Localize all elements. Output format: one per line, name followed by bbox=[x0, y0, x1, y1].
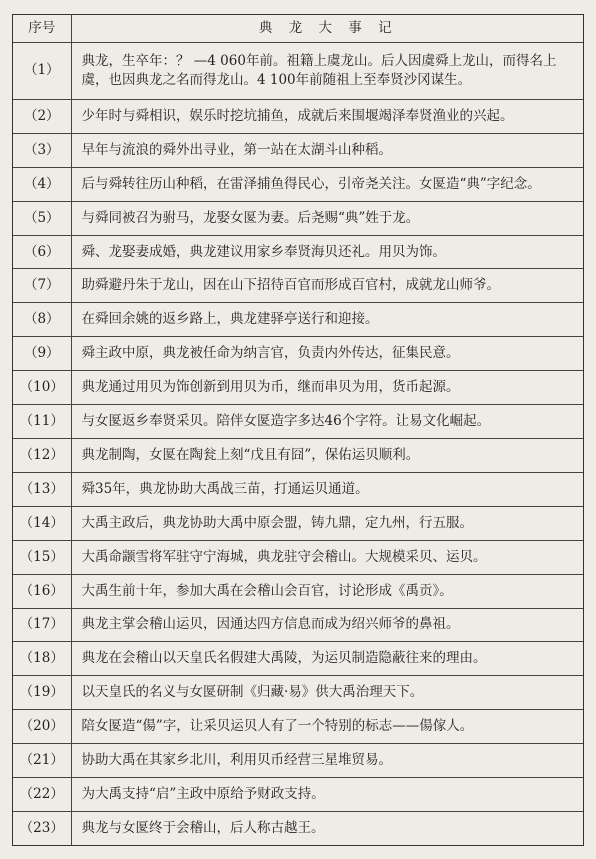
row-event-text: 与女匽返乡奉贤采贝。陪伴女匽造字多达46个字符。让易文化崛起。 bbox=[71, 405, 583, 439]
row-event-text: 协助大禹在其家乡北川，利用贝币经营三星堆贸易。 bbox=[71, 744, 583, 778]
header-title: 典 龙 大 事 记 bbox=[71, 15, 583, 43]
row-event-text: 舜35年，典龙协助大禹战三苗，打通运贝通道。 bbox=[71, 472, 583, 506]
row-number: （14） bbox=[13, 506, 71, 540]
row-event-text: 典龙主掌会稽山运贝，因通达四方信息而成为绍兴师爷的鼻祖。 bbox=[71, 608, 583, 642]
row-number: （7） bbox=[13, 269, 71, 303]
row-number: （20） bbox=[13, 710, 71, 744]
table-row bbox=[13, 235, 583, 269]
row-number: （19） bbox=[13, 676, 71, 710]
row-number: （3） bbox=[13, 133, 71, 167]
table-row bbox=[13, 710, 583, 744]
table-row bbox=[13, 608, 583, 642]
row-event-text: 陪女匽造“偒”字，让采贝运贝人有了一个特别的标志——偒傢人。 bbox=[71, 710, 583, 744]
row-event-text: 典龙，生卒年：？ —4 060年前。祖籍上虞龙山。后人因虞舜上龙山，而得名上虞，也因典龙之名而得龙山。4 100年前随祖上至奉贤沙冈谋生。 bbox=[71, 43, 583, 100]
row-event-text: 少年时与舜相识，娱乐时挖坑捕鱼，成就后来围堰竭泽奉贤渔业的兴起。 bbox=[71, 99, 583, 133]
table-row bbox=[13, 133, 583, 167]
row-number: （1） bbox=[13, 43, 71, 100]
row-event-text: 典龙通过用贝为饰创新到用贝为币，继而串贝为用，货币起源。 bbox=[71, 371, 583, 405]
table-row bbox=[13, 43, 583, 100]
row-number: （11） bbox=[13, 405, 71, 439]
row-event-text: 为大禹支持“启”主政中原给予财政支持。 bbox=[71, 778, 583, 812]
row-event-text: 大禹命颛雪将军驻守宁海城，典龙驻守会稽山。大规模采贝、运贝。 bbox=[71, 540, 583, 574]
table-row bbox=[13, 642, 583, 676]
table-row bbox=[13, 371, 583, 405]
table-row bbox=[13, 438, 583, 472]
row-number: （10） bbox=[13, 371, 71, 405]
row-number: （9） bbox=[13, 337, 71, 371]
row-number: （22） bbox=[13, 778, 71, 812]
row-number: （15） bbox=[13, 540, 71, 574]
row-number: （2） bbox=[13, 99, 71, 133]
row-number: （4） bbox=[13, 167, 71, 201]
chronicle-table-frame bbox=[12, 14, 584, 846]
row-event-text: 舜、龙娶妻成婚，典龙建议用家乡奉贤海贝还礼。用贝为饰。 bbox=[71, 235, 583, 269]
row-event-text: 早年与流浪的舜外出寻业，第一站在太湖斗山种稻。 bbox=[71, 133, 583, 167]
table-row bbox=[13, 99, 583, 133]
table-row bbox=[13, 472, 583, 506]
header-num: 序号 bbox=[13, 15, 71, 43]
row-event-text: 舜主政中原，典龙被任命为纳言官，负责内外传达，征集民意。 bbox=[71, 337, 583, 371]
chronicle-table bbox=[13, 15, 583, 845]
table-row bbox=[13, 167, 583, 201]
row-event-text: 在舜回余姚的返乡路上，典龙建驿亭送行和迎接。 bbox=[71, 303, 583, 337]
row-event-text: 大禹生前十年，参加大禹在会稽山会百官，讨论形成《禹贡》。 bbox=[71, 574, 583, 608]
row-number: （21） bbox=[13, 744, 71, 778]
table-row bbox=[13, 574, 583, 608]
table-row bbox=[13, 269, 583, 303]
row-number: （23） bbox=[13, 811, 71, 845]
table-row bbox=[13, 506, 583, 540]
table-row bbox=[13, 676, 583, 710]
table-row bbox=[13, 405, 583, 439]
row-number: （5） bbox=[13, 201, 71, 235]
row-number: （13） bbox=[13, 472, 71, 506]
row-event-text: 典龙与女匽终于会稽山，后人称古越王。 bbox=[71, 811, 583, 845]
row-number: （12） bbox=[13, 438, 71, 472]
row-event-text: 典龙在会稽山以天皇氏名假建大禹陵，为运贝制造隐蔽往来的理由。 bbox=[71, 642, 583, 676]
table-header-row bbox=[13, 15, 583, 43]
row-event-text: 后与舜转往历山种稻，在雷泽捕鱼得民心，引帝尧关注。女匽造“典”字纪念。 bbox=[71, 167, 583, 201]
row-number: （8） bbox=[13, 303, 71, 337]
row-event-text: 与舜同被召为驸马，龙娶女匽为妻。后尧赐“典”姓于龙。 bbox=[71, 201, 583, 235]
table-row bbox=[13, 778, 583, 812]
row-number: （18） bbox=[13, 642, 71, 676]
table-row bbox=[13, 303, 583, 337]
row-event-text: 典龙制陶，女匽在陶瓮上刻“戊且有囧”，保佑运贝顺利。 bbox=[71, 438, 583, 472]
row-number: （16） bbox=[13, 574, 71, 608]
table-row bbox=[13, 201, 583, 235]
row-number: （6） bbox=[13, 235, 71, 269]
row-event-text: 助舜避丹朱于龙山，因在山下招待百官而形成百官村，成就龙山师爷。 bbox=[71, 269, 583, 303]
table-row bbox=[13, 540, 583, 574]
table-row bbox=[13, 811, 583, 845]
row-event-text: 大禹主政后，典龙协助大禹中原会盟，铸九鼎，定九州，行五服。 bbox=[71, 506, 583, 540]
table-row bbox=[13, 744, 583, 778]
row-number: （17） bbox=[13, 608, 71, 642]
table-row bbox=[13, 337, 583, 371]
row-event-text: 以天皇氏的名义与女匽研制《归藏·易》供大禹治理天下。 bbox=[71, 676, 583, 710]
